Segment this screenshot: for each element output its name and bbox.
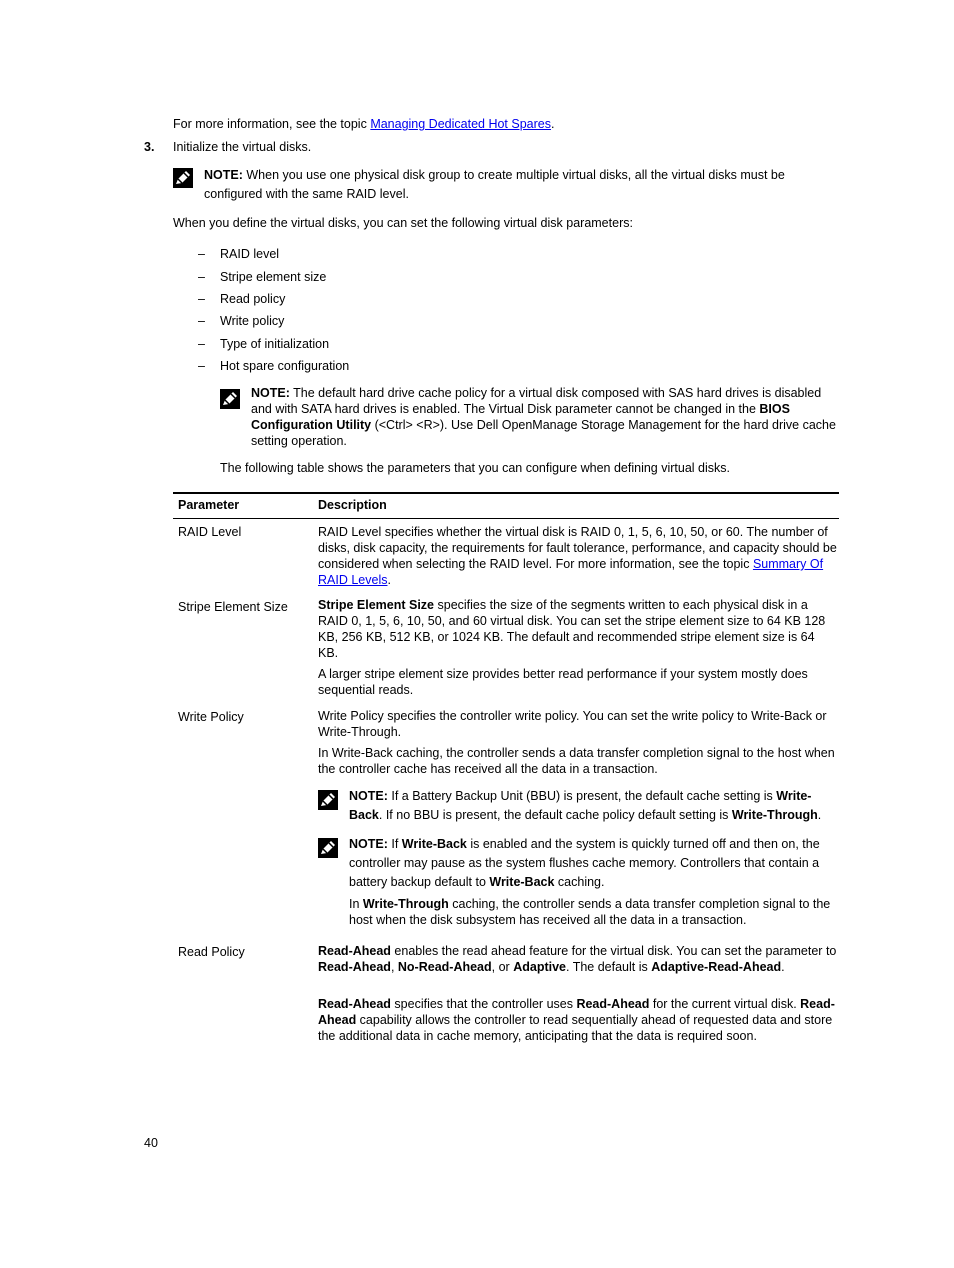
write-note-b [349, 835, 841, 892]
read-p1-t3: , or [491, 960, 514, 974]
write-note-b-t2: is enabled and the system is quickly turned off and then on, the controller may pause as the system flushes cache memory. Controllers that contain a battery backup default to [349, 837, 820, 889]
write-note-b-label: NOTE: [349, 837, 388, 851]
raid-level-suffix: . [387, 573, 391, 587]
read-para-2 [318, 996, 838, 1044]
summary-raid-levels-link[interactable]: Summary Of RAID Levels [318, 557, 824, 587]
note-1-text: When you use one physical disk group to create multiple virtual disks, all the virtual disks must be configured with the same RAID level. [204, 168, 785, 201]
stripe-text: specifies the size of the segments written to each physical disk in a RAID 0, 1, 5, 6, 10, 50, and 60 virtual disk. You can set the stripe element size to 64 KB 128 KB, 256 KB, 512 KB, or 1024 KB. The default and recommended stripe element size is 64 KB. [318, 598, 826, 660]
write-para-3-text: caching, the controller sends a data transfer completion signal to the host when the disk subsystem has received all the data in a transaction. [349, 897, 831, 927]
stripe-para-2: A larger stripe element size provides better read performance if your system mostly does sequential reads. [318, 667, 808, 697]
table-top-rule [173, 492, 839, 494]
read-p1-b5: Adaptive-Read-Ahead [651, 960, 782, 974]
note-1-label: NOTE: [204, 168, 243, 182]
read-para-1 [318, 943, 838, 975]
read-p2-t2: for the current virtual disk. [649, 997, 801, 1011]
row-label-stripe-element-size: Stripe Element Size [178, 600, 288, 614]
list-item-text: Stripe element size [220, 270, 327, 284]
list-item [198, 270, 498, 286]
write-note-a [349, 787, 841, 825]
write-note-a-b2: Write-Through [731, 808, 818, 822]
list-dash: – [198, 270, 205, 284]
row-desc-raid-level [318, 524, 838, 588]
write-note-b-b1: Write-Back [401, 837, 467, 851]
list-item-text: Write policy [220, 314, 285, 328]
more-info-suffix: . [550, 117, 555, 131]
read-p1-b2: Read-Ahead [318, 960, 391, 974]
read-p1-t1: enables the read ahead feature for the virtual disk. You can set the parameter to [390, 944, 837, 958]
write-para-3-bold: Write-Through [362, 897, 449, 911]
page-number: 40 [144, 1136, 158, 1150]
note-2-text-b: (<Ctrl> <R>). Use Dell OpenManage Storage Management for the hard drive cache setting operation. [251, 418, 836, 448]
list-dash: – [198, 292, 205, 306]
read-p2-b3: Read-Ahead [318, 997, 835, 1027]
read-p1-t4: . The default is [566, 960, 652, 974]
parameter-list [198, 247, 498, 377]
stripe-bold: Stripe Element Size [318, 598, 435, 612]
write-para-2: In Write-Back caching, the controller sends a data transfer completion signal to the host when the controller cache has received all the data in a transaction. [318, 746, 835, 776]
write-para-3-prefix: In [349, 897, 363, 911]
list-dash: – [198, 359, 205, 373]
write-note-a-t3: . [817, 808, 822, 822]
list-dash: – [198, 337, 205, 351]
list-item-text: RAID level [220, 247, 280, 261]
note-2-text-a: The default hard drive cache policy for a virtual disk composed with SAS hard drives is disabled and with SATA hard drives is enabled. The Virtual Disk parameter cannot be changed in the [251, 386, 822, 416]
write-note-a-b1: Write-Back [349, 789, 812, 822]
managing-hot-spares-link[interactable]: Managing Dedicated Hot Spares [370, 117, 551, 131]
note-1 [204, 166, 814, 204]
more-info-prefix: For more information, see the topic [173, 117, 371, 131]
list-item [198, 314, 498, 330]
note-pencil-icon [318, 838, 338, 858]
write-note-a-t1: If a Battery Backup Unit (BBU) is present, the default cache setting is [387, 789, 777, 803]
read-p1-b4: Adaptive [513, 960, 566, 974]
table-intro: The following table shows the parameters that you can configure when defining virtual disks. [220, 461, 731, 475]
note-2 [251, 385, 841, 449]
write-note-a-t2: . If no BBU is present, the default cache policy default setting is [378, 808, 732, 822]
table-header-description: Description [318, 498, 387, 512]
read-p1-b1: Read-Ahead [318, 944, 391, 958]
list-item-text: Read policy [220, 292, 286, 306]
row-label-raid-level: RAID Level [178, 525, 242, 539]
row-label-read-policy: Read Policy [178, 945, 245, 959]
write-note-b-b2: Write-Back [489, 875, 555, 889]
table-header-rule [173, 518, 839, 519]
read-p2-b1: Read-Ahead [318, 997, 391, 1011]
write-para-1: Write Policy specifies the controller write policy. You can set the write policy to Write-Back or Write-Through. [318, 709, 827, 739]
list-item [198, 292, 498, 308]
row-label-write-policy: Write Policy [178, 710, 244, 724]
raid-level-text: RAID Level specifies whether the virtual disk is RAID 0, 1, 5, 6, 10, 50, or 60. The number of disks, disk capacity, the requirements for fault tolerance, performance, and capacity should be considered when selecting the RAID level. For more information, see the topic [318, 525, 837, 571]
list-item [198, 247, 498, 263]
list-dash: – [198, 247, 205, 261]
note-pencil-icon [318, 790, 338, 810]
list-item [198, 337, 498, 353]
write-para-3 [349, 896, 839, 928]
table-header-parameter: Parameter [178, 498, 240, 512]
read-p2-t3: capability allows the controller to read sequentially ahead of requested data and store the additional data in cache memory, anticipating that the data is required soon. [318, 1013, 833, 1043]
params-intro: When you define the virtual disks, you can set the following virtual disk parameters: [173, 216, 633, 230]
row-desc-stripe-element-size [318, 597, 838, 661]
list-item-text: Type of initialization [220, 337, 330, 351]
write-note-b-t1: If [387, 837, 402, 851]
list-dash: – [198, 314, 205, 328]
write-note-b-t3: caching. [554, 875, 605, 889]
list-item-text: Hot spare configuration [220, 359, 350, 373]
note-pencil-icon [220, 389, 240, 409]
list-item [198, 359, 498, 375]
note-pencil-icon [173, 168, 193, 188]
step-text: Initialize the virtual disks. [173, 140, 312, 154]
read-p1-b3: No-Read-Ahead [397, 960, 492, 974]
note-2-bios-utility: BIOS Configuration Utility [251, 402, 790, 432]
read-p2-b2: Read-Ahead [576, 997, 650, 1011]
write-note-a-label: NOTE: [349, 789, 388, 803]
step-number: 3. [144, 140, 155, 154]
read-p1-t5: . [781, 960, 785, 974]
note-2-label: NOTE: [251, 386, 290, 400]
more-info-line [173, 116, 554, 132]
read-p2-t1: specifies that the controller uses [390, 997, 577, 1011]
read-p1-t2: , [390, 960, 398, 974]
